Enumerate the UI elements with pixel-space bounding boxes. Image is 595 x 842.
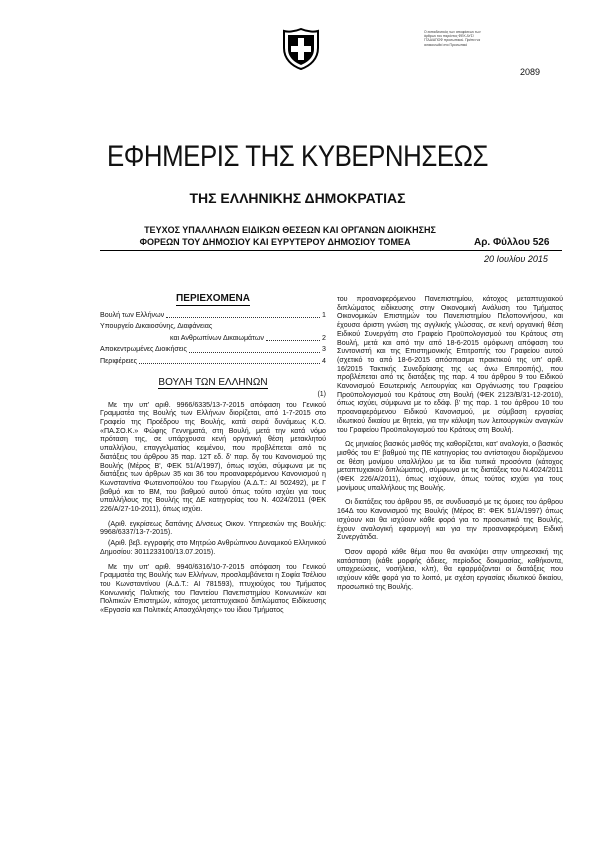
distribution-note: Ο εκπαιδευτικός των αποφάσεων των άρθρων του παρόντος ΦΕΚ ΔΥΣ/ΓΓΔΑ/ΑΠΟΦ προσωπικού. Πρέπει να ανακοινωθεί στο Προσωπικό [424,30,481,47]
decision-paragraph: Οι διατάξεις του άρθρου 95, σε συνδυασμό με τις όμοιες του άρθρου 164Δ του Κανονισμού της Βουλής (Μέρος Β': ΦΕΚ 51/Α/1997) όπως ισχύουν και θα ισχύουν κάθε φορά για το προσωπικό της Βουλής, έχουν αναλογική εφαρμογή και για την προαναφερόμενη Ειδική Συνεργάτιδα. [337,498,563,542]
decision-paragraph: του προαναφερόμενου Πανεπιστημίου, κάτοχος μεταπτυχιακού διπλώματος ειδίκευσης στην Οικονομική Ανάλυση του Τμήματος Οικονομικών Επιστημών του Πανεπιστημίου Πελοποννήσου, και έχουσα άριστη γνώση της αγγλικής γλώσσας, σε κενή οργανική θέση Ειδικού Συνεργάτη στο Γραφείο Προϋπολογισμού του Κράτους στη Βουλή, μετά και από την από 18-6-2015 ομόφωνη απόφαση του Συντονιστή και της Επιστημονικής Επιτροπής του Γραφείου αυτού (σχετικό το από 18-6-2015 απόσπασμα πρακτικού της υπ' αριθ. 16/2015 Τακτικής Συνεδρίασης της ως άνω Επιτροπής), που προβλέπεται από τις διατάξεις της παρ. 4 του άρθρου 9 του Ειδικού Κανονισμού Εσωτερικής Λειτουργίας και Οργάνωσης του Γραφείου Προϋπολογισμού του Κράτους στη Βουλή (ΦΕΚ 2123/Β/31-12-2010), όπως ισχύει, σύμφωνα με το εδάφ. β' της παρ. 1 του άρθρου 10 του προαναφερόμενου Ειδικού Κανονισμού, με σύμβαση εργασίας ιδιωτικού δικαίου με θητεία, για την κάλυψη των λειτουργικών αναγκών του Γραφείου Προϋπολογισμού του Κράτους στη Βουλή. [337,295,563,434]
toc-item[interactable]: Αποκεντρωμένες Διοικήσεις 3 [100,345,326,354]
section-heading: ΒΟΥΛΗ ΤΩΝ ΕΛΛΗΝΩΝ [158,377,268,389]
decision-paragraph: Όσον αφορά κάθε θέμα που θα ανακύψει στην υπηρεσιακή της κατάσταση (κάθε μορφής άδειες, περίοδος δοκιμασίας, καθήκοντα, υποχρεώσεις, νοσήλεια, κλπ), θα εφαρμόζονται οι διατάξεις που ισχύουν κάθε φορά για το λοιπό, με σχέση εργασίας ιδιωτικού δικαίου, προσωπικό της Βουλής. [337,547,563,591]
toc-item[interactable]: Υπουργείο Δικαιοσύνης, Διαφάνειας [100,322,213,331]
page-number: 2089 [520,67,541,77]
left-column [100,295,326,621]
toc-item[interactable]: και Ανθρωπίνων Δικαιωμάτων 2 [170,333,326,342]
gazette-title: ΕΦΗΜΕΡΙΣ ΤΗΣ ΚΥΒΕΡΝΗΣΕΩΣ [106,140,489,173]
registry-note: (Αριθ. βεβ. εγγραφής στο Μητρώο Ανθρώπινου Δυναμικού Ελληνικού Δημοσίου: 3011233100/13.07.2015). [100,539,326,556]
series-line-2: ΦΟΡΕΩΝ ΤΟΥ ΔΗΜΟΣΙΟΥ ΚΑΙ ΕΥΡΥΤΕΡΟΥ ΔΗΜΟΣΙΟΥ ΤΟΜΕΑ [139,237,411,247]
decision-marker: (1) [317,390,326,398]
right-column [337,295,563,598]
decision-paragraph: Με την υπ' αριθ. 9940/6316/10-7-2015 απόφαση του Γενικού Γραμματέα της Βουλής των Ελλήνων, προσλαμβάνεται η Σοφία Τσέλιου του Κωνσταντίνου (Α.Δ.Τ.: ΑΙ 781593), πτυχιούχος του Τμήματος Κοινωνικής Πολιτικής του Παντείου Πανεπιστημίου Κοινωνικών και Πολιτικών Επιστημών, κάτοχος μεταπτυχιακού διπλώματος Ειδίκευσης «Εργασία και Πολιτικές Απασχόλησης» του ίδιου Τμήματος [100,562,326,615]
coat-of-arms-icon [282,28,320,70]
approval-note: (Αριθ. εγκρίσεως δαπάνης Δ/νσεως Οικον. Υπηρεσιών της Βουλής: 9968/6337/13-7-2015). [100,519,326,537]
toc-heading: ΠΕΡΙΕΧΟΜΕΝΑ [176,293,250,304]
decision-paragraph: Με την υπ' αριθ. 9966/6335/13-7-2015 απόφαση του Γενικού Γραμματέα της Βουλής των Ελλήνων διορίζεται, από 1-7-2015 στο Γραφείο της Προέδρου της Βουλής, κατά σειρά δυνάμεως Κ.Ο. «ΠΑ.ΣΟ.Κ.» Φώφης Γεννηματά, στη Βουλή, μετά την κατά νόμο πρόταση της, σε υπάρχουσα κενή οργανική θέση μετακλητού υπαλλήλου, επαγγελματίας κειμένου, που προβλέπεται από τις διατάξεις του άρθρου 35 παρ. 12Τ εδ. δ' παρ. δγ του Κανονισμού της Βουλής (Μέρος Β', ΦΕΚ 51/Α/1997), όπως ισχύει, σύμφωνα με τις διατάξεις των άρθρων 35 και 36 του προαναφερόμενου Κανονισμού η Κωνσταντίνα Φωτεινοπούλου του Γεωργίου (Α.Δ.Τ.: ΑΙ 502492), με Γ βαθμό και το ΒΜ, του βαθμού αυτού όπως τούτο ισχύει για τους υπαλλήλους της Βουλής της ΔΕ κατηγορίας του Ν. 4024/2011 (ΦΕΚ 226/Α/27-10-2011), όπως ισχύει. [100,400,326,514]
gazette-subtitle: ΤΗΣ ΕΛΛΗΝΙΚΗΣ ΔΗΜΟΚΡΑΤΙΑΣ [189,190,406,206]
decision-paragraph: Ως μηνιαίος βασικός μισθός της καθορίζεται, κατ' αναλογία, ο βασικός μισθός του Ε' βαθμού της ΠΕ κατηγορίας του αντίστοιχου διοριζόμενου σε θέση μονίμου υπαλλήλου με τα ίδια τυπικά προσόντα (κάτοχος μεταπτυχιακού διπλώματος), σύμφωνα με τις διατάξεις του Ν.4024/2011 (ΦΕΚ 226/Α/2011), όπως ισχύουν, όπως τούτος ισχύει για τους μονίμους υπαλλήλους της Βουλής. [337,440,563,492]
sheet-number: Αρ. Φύλλου 526 [474,237,550,248]
header-rule [100,250,562,251]
series-line-1: ΤΕΥΧΟΣ ΥΠΑΛΛΗΛΩΝ ΕΙΔΙΚΩΝ ΘΕΣΕΩΝ ΚΑΙ ΟΡΓΑΝΩΝ ΔΙΟΙΚΗΣΗΣ [144,225,436,235]
issue-date: 20 Ιουλίου 2015 [484,254,548,264]
toc-item[interactable]: Βουλή των Ελλήνων 1 [100,310,326,319]
toc-item[interactable]: Περιφέρειες 4 [100,356,326,365]
